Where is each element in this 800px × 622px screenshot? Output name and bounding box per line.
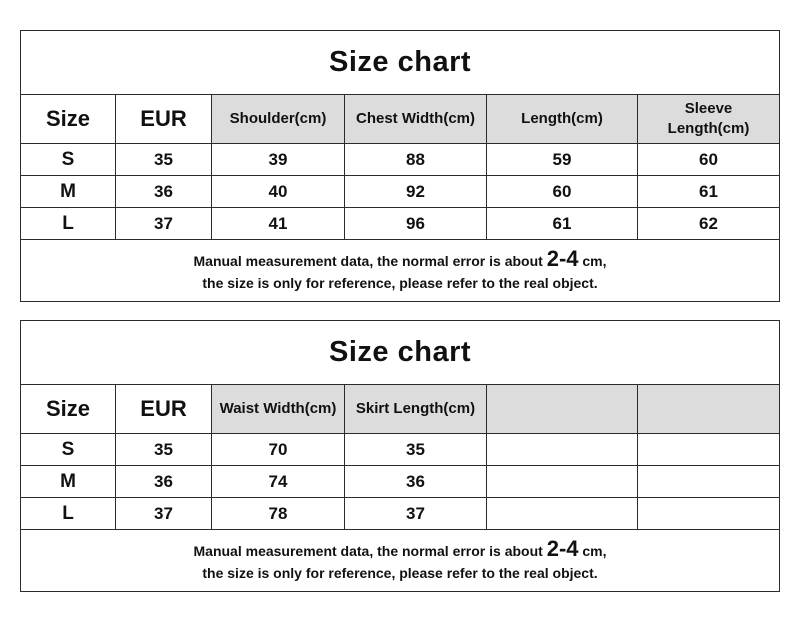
cell-skirt-length: 35 [345,434,487,466]
col-header-size: Size [21,385,116,434]
note-line1-prefix: Manual measurement data, the normal error is about [193,542,543,559]
cell-eur: 36 [116,466,212,498]
cell-eur: 37 [116,208,212,240]
col-header-length: Length(cm) [487,95,638,144]
note-line2: the size is only for reference, please refer to the real object. [202,564,598,581]
note-line2: the size is only for reference, please refer to the real object. [202,274,598,291]
sleeve-header-line1: Sleeve [684,100,733,117]
cell-size: S [21,144,116,176]
cell-size: M [21,466,116,498]
size-chart-bottom [20,320,779,592]
cell-length: 59 [487,144,638,176]
cell-chest-width: 88 [345,144,487,176]
table-row [21,434,780,466]
note-error-range: 2-4 [546,245,579,271]
table-row [21,208,780,240]
cell-eur: 35 [116,144,212,176]
cell-sleeve-length: 62 [638,208,780,240]
cell-chest-width: 96 [345,208,487,240]
cell-size: M [21,176,116,208]
cell-size: L [21,498,116,530]
note-error-range: 2-4 [546,535,579,561]
measurement-note [21,240,780,302]
cell-waist-width: 74 [212,466,345,498]
cell-waist-width: 70 [212,434,345,466]
cell-empty [638,434,780,466]
table-row [21,466,780,498]
cell-skirt-length: 36 [345,466,487,498]
col-header-empty [487,385,638,434]
note-line1-unit: cm, [582,252,607,269]
cell-shoulder: 39 [212,144,345,176]
cell-length: 61 [487,208,638,240]
cell-length: 60 [487,176,638,208]
table-row [21,498,780,530]
cell-empty [487,498,638,530]
size-table-top [20,30,780,302]
col-header-skirt-length: Skirt Length(cm) [345,385,487,434]
col-header-eur: EUR [116,95,212,144]
col-header-size: Size [21,95,116,144]
cell-sleeve-length: 61 [638,176,780,208]
cell-shoulder: 41 [212,208,345,240]
table-row [21,144,780,176]
cell-waist-width: 78 [212,498,345,530]
chart-title: Size chart [21,31,780,95]
size-table-bottom [20,320,780,592]
sleeve-header-line2: Length(cm) [667,120,750,137]
note-line1-prefix: Manual measurement data, the normal error is about [193,252,543,269]
col-header-waist-width: Waist Width(cm) [212,385,345,434]
size-chart-top [20,30,779,302]
col-header-chest-width: Chest Width(cm) [345,95,487,144]
cell-empty [638,498,780,530]
measurement-note [21,530,780,592]
cell-size: S [21,434,116,466]
cell-eur: 37 [116,498,212,530]
cell-sleeve-length: 60 [638,144,780,176]
cell-empty [638,466,780,498]
header-row [21,385,780,434]
cell-skirt-length: 37 [345,498,487,530]
cell-shoulder: 40 [212,176,345,208]
cell-chest-width: 92 [345,176,487,208]
col-header-empty [638,385,780,434]
cell-empty [487,466,638,498]
note-line1-unit: cm, [582,542,607,559]
cell-empty [487,434,638,466]
cell-eur: 35 [116,434,212,466]
chart-title: Size chart [21,321,780,385]
col-header-shoulder: Shoulder(cm) [212,95,345,144]
cell-size: L [21,208,116,240]
col-header-sleeve-length [638,95,780,144]
table-row [21,176,780,208]
header-row [21,95,780,144]
col-header-eur: EUR [116,385,212,434]
cell-eur: 36 [116,176,212,208]
